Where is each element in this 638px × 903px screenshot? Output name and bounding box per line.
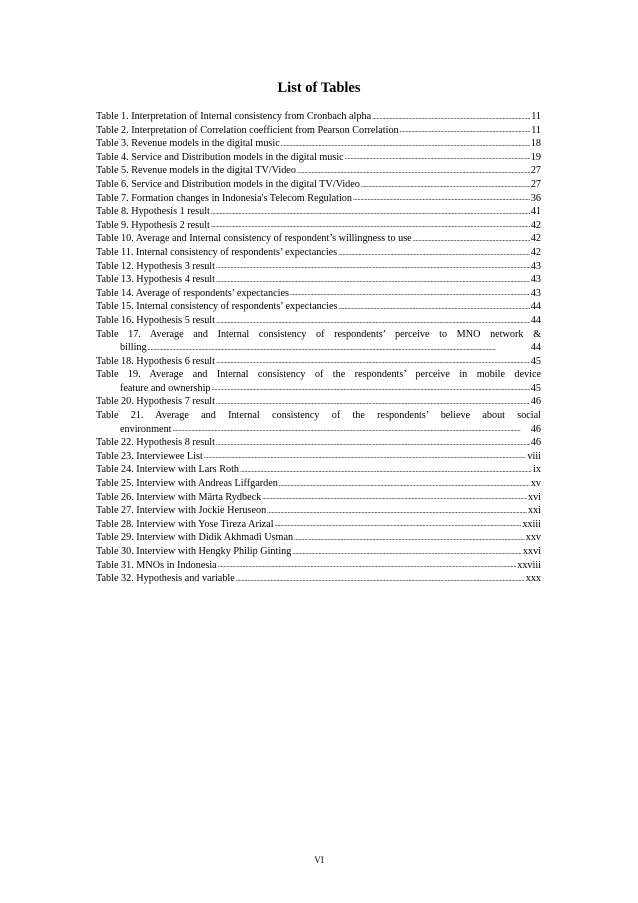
toc-entry-page: 43: [530, 274, 541, 286]
dot-leader: [216, 260, 530, 273]
dot-leader: [204, 450, 527, 463]
toc-entry-page: xxi: [527, 505, 541, 517]
toc-entry[interactable]: [96, 164, 541, 178]
toc-entry-label: Table 31. MNOs in Indonesia: [96, 559, 217, 571]
toc-entry[interactable]: [96, 328, 541, 355]
toc-entry-page: 46: [530, 396, 541, 408]
dot-leader: [267, 505, 527, 518]
toc-entry-label: Table 22. Hypothesis 8 result: [96, 437, 215, 449]
toc-entry-label: Table 12. Hypothesis 3 result: [96, 260, 215, 272]
toc-entry-label: Table 23. Interviewee List: [96, 450, 203, 462]
toc-entry-label: Table 18. Hypothesis 6 result: [96, 355, 215, 367]
toc-entry-label: Table 10. Average and Internal consistency of respondent’s willingness to use: [96, 233, 412, 245]
toc-entry-label: Table 30. Interview with Hengky Philip Ginting: [96, 546, 292, 557]
dot-leader: [216, 315, 530, 328]
toc-entry-label: Table 8. Hypothesis 1 result: [96, 206, 210, 218]
toc-entry[interactable]: [96, 151, 541, 165]
toc-entry-label-continued: feature and ownership: [120, 382, 211, 394]
toc-entry[interactable]: [96, 531, 541, 545]
dot-leader: [339, 301, 530, 314]
toc-entry-label: Table 29. Interview with Didik Akhmadi Usman: [96, 532, 294, 544]
toc-entry[interactable]: [96, 504, 541, 518]
dot-leader: [290, 287, 530, 300]
toc-entry[interactable]: [96, 409, 541, 436]
toc-entry[interactable]: [96, 300, 541, 314]
dot-leader: [413, 233, 530, 246]
toc-entry-page: 11: [531, 124, 541, 136]
toc-entry[interactable]: [96, 192, 541, 206]
toc-entry-page: 27: [530, 178, 541, 190]
toc-entry-label: Table 24. Interview with Lars Roth: [96, 464, 240, 476]
dot-leader: [281, 138, 530, 151]
toc-entry-label: Table 21. Average and Internal consistency of the respondents’ believe about social: [96, 410, 541, 422]
toc-entry[interactable]: [96, 287, 541, 301]
toc-entry-label: Table 1. Interpretation of Internal consistency from Cronbach alpha: [96, 111, 372, 122]
toc-entry-label-continued: billing: [120, 342, 147, 354]
toc-entry-page: 41: [530, 206, 541, 218]
toc-entry[interactable]: [96, 368, 541, 395]
toc-entry-label: Table 19. Average and Internal consistency of the respondents’ perceive in mobile device: [96, 369, 541, 381]
toc-entry[interactable]: [96, 436, 541, 450]
toc-entry[interactable]: [96, 246, 541, 260]
toc-entry[interactable]: [96, 273, 541, 287]
toc-entry-page: 43: [530, 287, 541, 299]
toc-entry[interactable]: [96, 477, 541, 491]
dot-leader: [212, 382, 530, 395]
toc-entry[interactable]: [96, 232, 541, 246]
dot-leader: [173, 423, 530, 436]
toc-entry-label: Table 25. Interview with Andreas Liffgarden: [96, 478, 278, 490]
toc-entry-page: 43: [530, 260, 541, 272]
toc-entry-label: Table 6. Service and Distribution models in the digital TV/Video: [96, 178, 360, 190]
toc-entry-label: Table 17. Average and Internal consistency of respondents’ perceive to MNO network &: [96, 328, 541, 340]
dot-leader: [292, 546, 522, 559]
toc-entry-label: Table 14. Average of respondents’ expectancies: [96, 287, 289, 299]
toc-entry-page: viii: [527, 450, 541, 462]
toc-entry-label: Table 15. Internal consistency of respondents’ expectancies: [96, 301, 338, 313]
toc-entry-page: 44: [530, 342, 541, 354]
toc-entry-page: xxx: [525, 573, 541, 585]
toc-entry[interactable]: [96, 178, 541, 192]
dot-leader: [216, 396, 530, 409]
toc-entry-label: Table 32. Hypothesis and variable: [96, 573, 235, 585]
dot-leader: [279, 478, 530, 491]
toc-entry[interactable]: [96, 124, 541, 138]
toc-entry[interactable]: [96, 572, 541, 586]
toc-entry-label: Table 7. Formation changes in Indonesia's Telecom Regulation: [96, 192, 352, 204]
toc-entry-page: xxviii: [517, 559, 541, 571]
dot-leader: [262, 491, 527, 504]
toc-entry-label: Table 16. Hypothesis 5 result: [96, 314, 215, 326]
toc-entry[interactable]: [96, 491, 541, 505]
toc-entry[interactable]: [96, 450, 541, 464]
toc-entry-page: xvi: [527, 491, 541, 503]
toc-entry-page: 27: [530, 165, 541, 177]
toc-entry-label: Table 3. Revenue models in the digital music: [96, 138, 280, 150]
toc-entry-page: 42: [530, 246, 541, 258]
toc-entry-page: 18: [530, 138, 541, 150]
dot-leader: [216, 274, 530, 287]
toc-entry[interactable]: [96, 518, 541, 532]
toc-entry[interactable]: [96, 463, 541, 477]
toc-entry-page: 46: [530, 423, 541, 435]
page-title: List of Tables: [277, 80, 361, 96]
toc-entry-label: Table 26. Interview with Märta Rydbeck: [96, 491, 262, 503]
toc-entry-label-continued: environment: [120, 423, 172, 435]
toc-entry[interactable]: [96, 137, 541, 151]
toc-entry-page: 19: [530, 151, 541, 163]
toc-entry[interactable]: [96, 314, 541, 328]
toc-entry-label: Table 5. Revenue models in the digital TV/Video: [96, 165, 296, 177]
list-of-tables: [96, 110, 541, 586]
toc-entry-page: xxiii: [522, 518, 541, 530]
toc-entry-label: Table 20. Hypothesis 7 result: [96, 396, 215, 408]
dot-leader: [361, 179, 530, 192]
dot-leader: [297, 165, 530, 178]
dot-leader: [275, 518, 522, 531]
toc-entry-page: 42: [530, 219, 541, 231]
toc-entry-page: ix: [533, 464, 541, 476]
toc-entry-page: 44: [530, 301, 541, 313]
toc-entry-label: Table 27. Interview with Jockie Heruseon: [96, 505, 267, 517]
toc-entry-page: 45: [530, 382, 541, 394]
toc-entry[interactable]: [96, 110, 541, 124]
dot-leader: [372, 111, 530, 124]
toc-entry-page: xv: [530, 478, 541, 490]
toc-entry[interactable]: [96, 559, 541, 573]
dot-leader: [216, 355, 530, 368]
toc-entry-page: 36: [530, 192, 541, 204]
toc-entry-label: Table 28. Interview with Yose Tireza Arizal: [96, 518, 274, 530]
page-number-footer: VI: [314, 855, 324, 865]
toc-entry[interactable]: [96, 219, 541, 233]
dot-leader: [400, 124, 531, 137]
toc-entry[interactable]: [96, 355, 541, 369]
dot-leader: [294, 532, 525, 545]
dot-leader: [240, 464, 532, 477]
toc-entry-page: xxv: [525, 532, 541, 544]
toc-entry-page: 11: [531, 111, 541, 122]
toc-entry-label: Table 4. Service and Distribution models in the digital music: [96, 151, 344, 163]
toc-entry[interactable]: [96, 395, 541, 409]
dot-leader: [345, 151, 530, 164]
dot-leader: [211, 219, 530, 232]
dot-leader: [353, 192, 530, 205]
dot-leader: [148, 342, 530, 355]
toc-entry[interactable]: [96, 260, 541, 274]
dot-leader: [236, 573, 525, 586]
toc-entry-label: Table 9. Hypothesis 2 result: [96, 219, 210, 231]
toc-entry-label: Table 11. Internal consistency of respondents’ expectancies: [96, 246, 338, 258]
toc-entry[interactable]: [96, 545, 541, 559]
dot-leader: [211, 206, 530, 219]
toc-entry-page: 45: [530, 355, 541, 367]
toc-entry-page: 46: [530, 437, 541, 449]
toc-entry-page: 44: [530, 314, 541, 326]
toc-entry-page: 42: [530, 233, 541, 245]
toc-entry-label: Table 13. Hypothesis 4 result: [96, 274, 215, 286]
dot-leader: [216, 437, 530, 450]
dot-leader: [218, 559, 517, 572]
toc-entry[interactable]: [96, 205, 541, 219]
toc-entry-label: Table 2. Interpretation of Correlation coefficient from Pearson Correlation: [96, 124, 399, 136]
dot-leader: [338, 247, 530, 260]
toc-entry-page: xxvi: [522, 546, 541, 557]
